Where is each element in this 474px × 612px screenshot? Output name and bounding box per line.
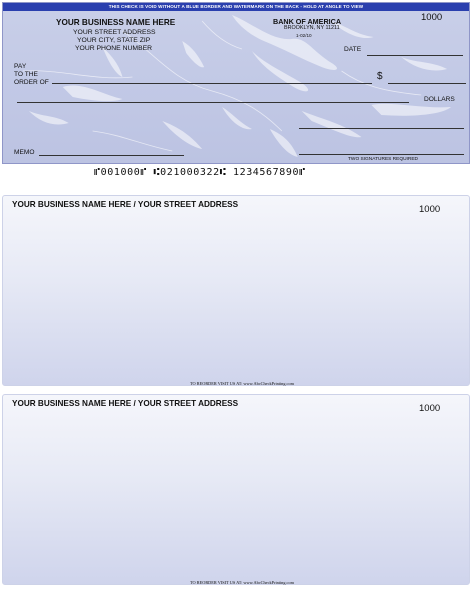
signature-line-1[interactable] [299, 128, 464, 129]
signature-line-2[interactable] [299, 154, 464, 155]
routing-fraction-code: 1-02/10 [296, 33, 312, 38]
numeric-amount-field[interactable] [388, 83, 466, 84]
memo-field[interactable] [39, 155, 184, 156]
reorder-notice: TO REORDER VISIT US AT: www.AbcCheckPrinting.com [190, 381, 294, 386]
security-warning-banner: THIS CHECK IS VOID WITHOUT A BLUE BORDER AND WATERMARK ON THE BACK - HOLD AT ANGLE TO VIEW [3, 3, 469, 11]
check-number: 1000 [421, 12, 443, 23]
date-field[interactable] [367, 55, 463, 56]
memo-label: MEMO [14, 149, 35, 156]
micr-line: ⑈001000⑈ ⑆021000322⑆ 1234567890⑈ [94, 167, 306, 178]
pay-label-line-2: TO THE [14, 71, 38, 78]
two-signatures-required-caption: TWO SIGNATURES REQUIRED [348, 157, 419, 162]
stub-check-number: 1000 [419, 204, 441, 215]
business-phone: YOUR PHONE NUMBER [75, 45, 153, 52]
stub-business-title: YOUR BUSINESS NAME HERE / YOUR STREET ADDRESS [12, 399, 239, 408]
stub-check-number: 1000 [419, 403, 441, 414]
voucher-stub-2 [2, 394, 470, 585]
pay-label-line-3: ORDER OF [14, 79, 49, 86]
business-city-state-zip: YOUR CITY, STATE ZIP [77, 37, 151, 44]
bank-city: BROOKLYN, NY 11211 [284, 25, 340, 31]
dollar-sign: $ [377, 71, 383, 82]
voucher-stub-1 [2, 195, 470, 386]
check [2, 2, 470, 164]
stub-business-title: YOUR BUSINESS NAME HERE / YOUR STREET ADDRESS [12, 200, 239, 209]
written-amount-field[interactable] [17, 102, 409, 103]
date-label: DATE [344, 46, 362, 53]
bank-name: BANK OF AMERICA [273, 17, 342, 26]
reorder-notice: TO REORDER VISIT US AT: www.AbcCheckPrinting.com [190, 580, 294, 585]
payee-field[interactable] [52, 83, 372, 84]
pay-to-the-order-of-label [14, 63, 49, 87]
business-name: YOUR BUSINESS NAME HERE [56, 18, 176, 27]
business-street-address: YOUR STREET ADDRESS [73, 29, 156, 36]
dollars-label: DOLLARS [424, 96, 455, 103]
pay-label-line-1: PAY [14, 63, 27, 70]
